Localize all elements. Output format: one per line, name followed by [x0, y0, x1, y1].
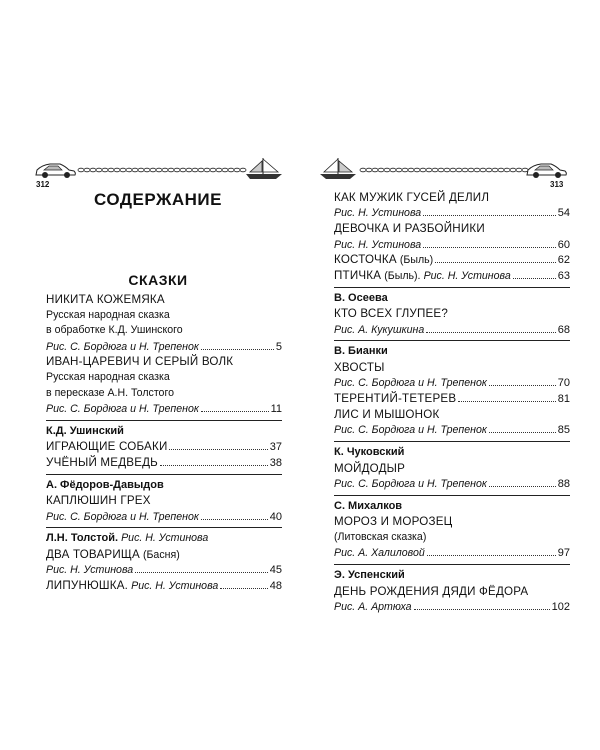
separator-line [334, 340, 570, 341]
story-title: ТЕРЕНТИЙ-ТЕТЕРЕВ [334, 392, 457, 406]
page-ref: 68 [557, 323, 570, 336]
leader-dots [135, 563, 268, 574]
entry-label [46, 578, 218, 595]
illustrator: Рис. Н. Устинова [131, 580, 219, 593]
toc-entry [334, 252, 570, 268]
story-title-line [46, 547, 282, 563]
leader-dots [489, 376, 556, 387]
page-ref: 48 [269, 580, 282, 593]
page-ref: 38 [269, 456, 282, 469]
page-ref: 85 [557, 424, 570, 437]
car-icon [527, 164, 566, 178]
toc-entry [46, 563, 282, 579]
author-name: А. Фёдоров-Давыдов [46, 478, 164, 491]
leader-dots [435, 252, 556, 263]
toc-entry [46, 578, 282, 594]
separator-line [46, 527, 282, 528]
page-ref: 102 [551, 601, 570, 614]
page-ref: 37 [269, 441, 282, 454]
toc-entry [334, 268, 570, 284]
leader-dots [513, 268, 556, 279]
leader-dots [414, 599, 550, 610]
toc-entry [334, 237, 570, 253]
story-title: ПТИЧКА [334, 268, 382, 282]
entry-label [46, 402, 199, 418]
leader-dots [160, 455, 268, 466]
story-title: МОРОЗ И МОРОЗЕЦ [334, 515, 453, 529]
author-name: Л.Н. Толстой. [46, 532, 119, 545]
leader-dots [426, 322, 556, 333]
author-name: К. Чуковский [334, 445, 405, 458]
entry-label [46, 439, 167, 456]
header-ornament-left [34, 158, 286, 180]
author-name: С. Михалков [334, 499, 403, 512]
story-title: ЛИС И МЫШОНОК [334, 407, 440, 421]
story-title: ДЕНЬ РОЖДЕНИЯ ДЯДИ ФЁДОРА [334, 584, 529, 598]
header-ornament-right [316, 158, 568, 180]
leader-dots [489, 422, 556, 433]
illustrator: Рис. С. Бордюга и Н. Трепенок [46, 403, 199, 416]
story-title: ХВОСТЫ [334, 360, 385, 374]
leader-dots [427, 545, 556, 556]
leader-dots [220, 578, 267, 589]
author-line [46, 531, 282, 547]
leader-dots [458, 391, 555, 402]
page-ref: 45 [269, 564, 282, 577]
toc-entry [334, 206, 570, 222]
author-name: К.Д. Ушинский [46, 424, 124, 437]
leader-dots [169, 439, 267, 450]
leader-dots [201, 509, 268, 520]
story-subtitle: Русская народная сказка [46, 308, 170, 321]
author-name: В. Бианки [334, 345, 388, 358]
story-title: КОСТОЧКА [334, 253, 397, 267]
entry-label [334, 600, 412, 616]
story-title: УЧЁНЫЙ МЕДВЕДЬ [46, 455, 158, 469]
story-subtitle: Русская народная сказка [46, 370, 170, 383]
entry-label [334, 206, 421, 222]
toc-entry [334, 545, 570, 561]
toc-entry [46, 455, 282, 471]
page-number: 313 [550, 180, 564, 189]
toc-entry [334, 476, 570, 492]
illustrator: Рис. Н. Устинова [334, 207, 422, 220]
toc-column-right [334, 190, 570, 615]
story-title: КТО ВСЕХ ГЛУПЕЕ? [334, 307, 449, 321]
illustrator: Рис. С. Бордюга и Н. Трепенок [334, 424, 487, 437]
page-ref: 62 [557, 254, 570, 267]
toc-entry [46, 401, 282, 417]
illustrator: Рис. С. Бордюга и Н. Трепенок [334, 477, 487, 490]
page-ref: 54 [557, 207, 570, 220]
separator-line [334, 495, 570, 496]
section-heading: СКАЗКИ [128, 272, 188, 288]
page-ref: 40 [269, 510, 282, 523]
story-title: НИКИТА КОЖЕМЯКА [46, 293, 165, 306]
story-title: ДВА ТОВАРИЩА [46, 547, 140, 561]
page-ref: 11 [270, 403, 282, 416]
illustrator: Рис. А. Кукушкина [334, 323, 425, 336]
illustrator: Рис. С. Бордюга и Н. Трепенок [334, 377, 487, 390]
entry-label [334, 238, 421, 254]
page-ref: 97 [557, 547, 570, 560]
leader-dots [201, 401, 269, 412]
separator-line [334, 564, 570, 565]
separator-line [334, 287, 570, 288]
page-ref: 63 [557, 269, 570, 282]
story-genre: (Быль) [399, 254, 434, 267]
ship-icon [320, 158, 356, 179]
car-icon [36, 164, 75, 178]
entry-label [46, 510, 199, 526]
toc-entry [46, 339, 282, 355]
illustrator: Рис. Н. Устинова [334, 238, 422, 251]
story-title: КАПЛЮШИН ГРЕХ [46, 494, 151, 508]
story-title: КАК МУЖИК ГУСЕЙ ДЕЛИЛ [334, 191, 490, 204]
toc-column-left [46, 292, 282, 594]
toc-entry [46, 439, 282, 455]
toc-entry [334, 322, 570, 338]
leader-dots [201, 339, 274, 350]
story-title: МОЙДОДЫР [334, 461, 406, 475]
separator-line [334, 441, 570, 442]
toc-entry [46, 509, 282, 525]
entry-label [46, 563, 133, 579]
chain-ornament [360, 168, 528, 172]
entry-label [334, 423, 487, 439]
separator-line [46, 474, 282, 475]
illustrator: Рис. С. Бордюга и Н. Трепенок [46, 510, 199, 523]
entry-label [334, 252, 433, 269]
story-title: ИГРАЮЩИЕ СОБАКИ [46, 440, 168, 454]
leader-dots [489, 476, 556, 487]
page-ref: 88 [557, 477, 570, 490]
toc-entry [334, 376, 570, 392]
page-number: 312 [36, 180, 50, 189]
illustrator: Рис. А. Артюха [334, 601, 412, 614]
entry-label [334, 376, 487, 392]
author-name: В. Осеева [334, 291, 388, 304]
illustrator: Рис. Н. Устинова [423, 269, 511, 282]
story-subtitle: в пересказе А.Н. Толстого [46, 386, 174, 399]
page-ref: 5 [275, 340, 282, 353]
entry-label [334, 323, 424, 339]
leader-dots [423, 237, 556, 248]
entry-label [334, 477, 487, 493]
page-ref: 70 [557, 377, 570, 390]
illustrator: Рис. Н. Устинова [46, 564, 134, 577]
toc-entry [334, 599, 570, 615]
contents-heading: СОДЕРЖАНИЕ [94, 190, 222, 209]
story-subtitle: в обработке К.Д. Ушинского [46, 324, 183, 337]
separator-line [46, 420, 282, 421]
illustrator: Рис. А. Халиловой [334, 547, 425, 560]
ship-icon [246, 158, 282, 179]
story-title: ДЕВОЧКА И РАЗБОЙНИКИ [334, 222, 485, 236]
right-page [300, 0, 600, 750]
story-title: ЛИПУНЮШКА. [46, 579, 129, 593]
author-name: Э. Успенский [334, 569, 405, 582]
chain-ornament [78, 168, 246, 172]
story-genre: (Быль). [384, 269, 421, 282]
illustrator: Рис. Н. Устинова [121, 532, 209, 545]
page-ref: 81 [557, 393, 570, 406]
entry-label [334, 391, 456, 408]
story-title: ИВАН-ЦАРЕВИЧ И СЕРЫЙ ВОЛК [46, 355, 234, 369]
story-subtitle: (Литовская сказка) [334, 530, 427, 543]
entry-label [46, 455, 158, 472]
entry-label [334, 268, 511, 285]
page-ref: 60 [557, 238, 570, 251]
illustrator: Рис. С. Бордюга и Н. Трепенок [46, 340, 199, 353]
toc-entry [334, 422, 570, 438]
leader-dots [423, 206, 556, 217]
toc-entry [334, 391, 570, 407]
entry-label [334, 546, 425, 562]
entry-label [46, 340, 199, 356]
story-genre: (Басня) [142, 548, 180, 561]
